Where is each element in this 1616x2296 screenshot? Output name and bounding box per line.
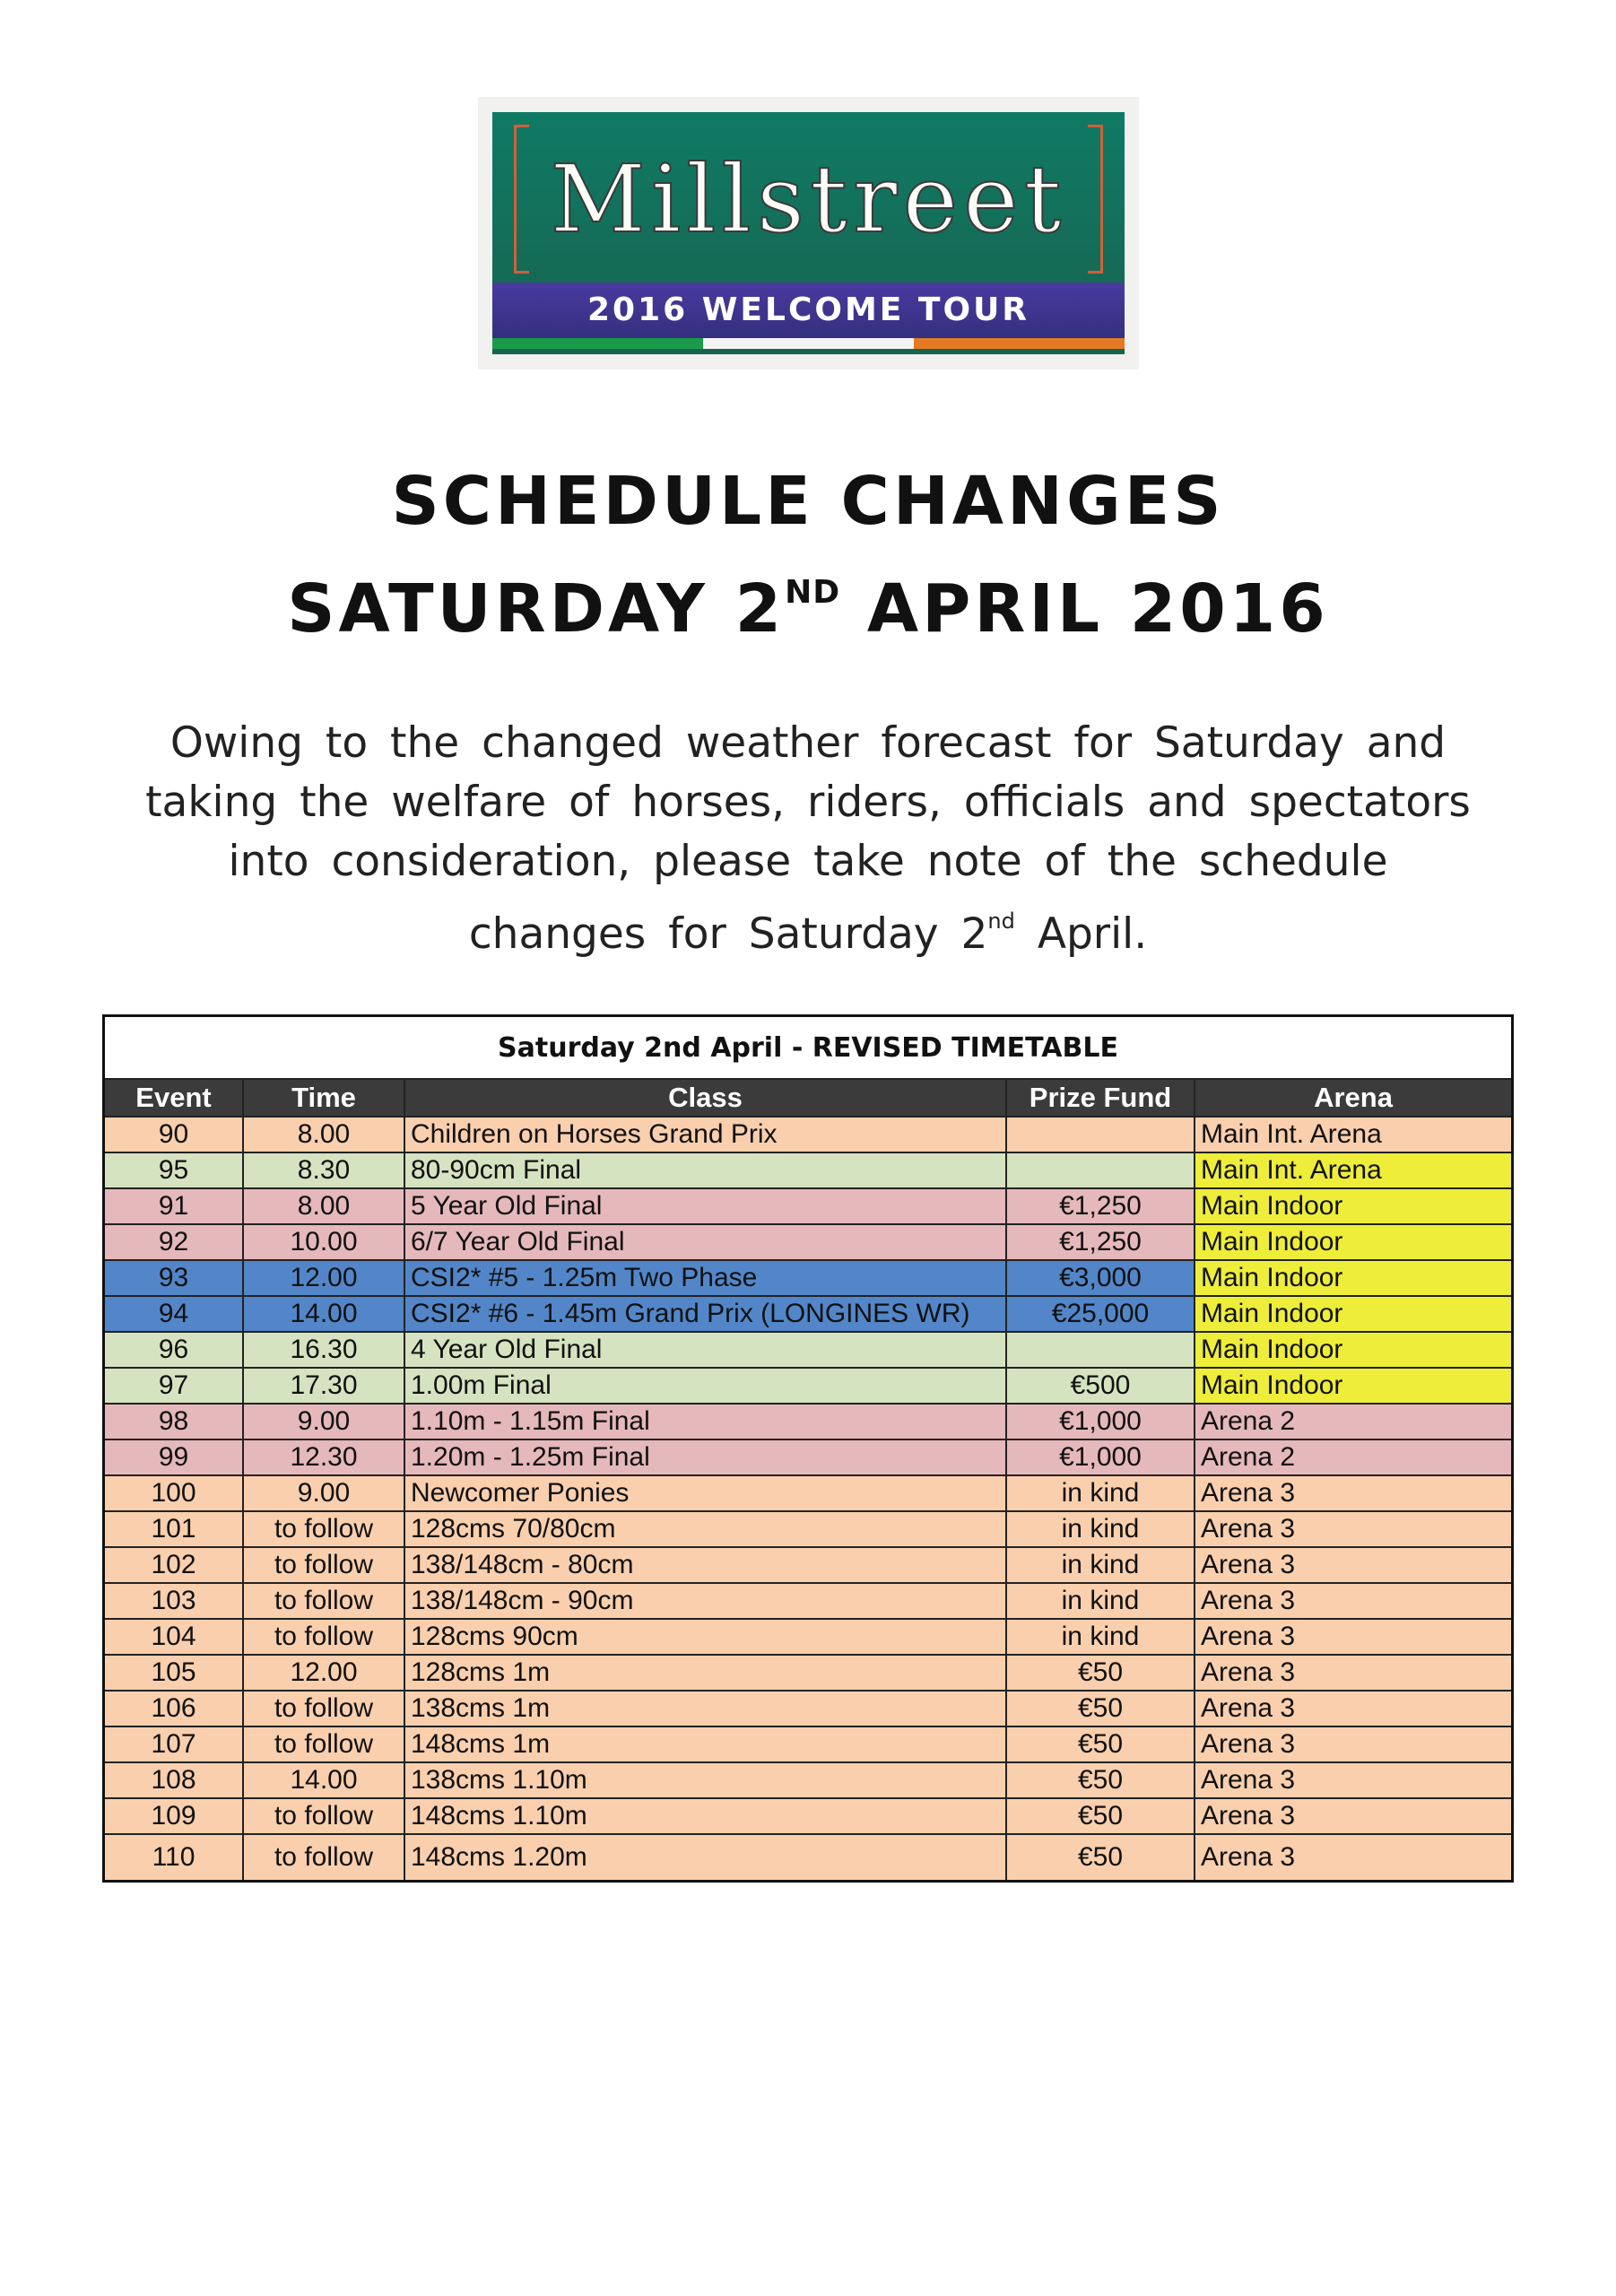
- prize-fund-cell: €500: [1006, 1368, 1195, 1404]
- arena-cell: Arena 2: [1195, 1404, 1513, 1439]
- prize-fund-cell: €50: [1006, 1834, 1195, 1882]
- timetable-header-row: [104, 1079, 1513, 1117]
- time-cell: 9.00: [243, 1404, 404, 1439]
- header-time: Time: [243, 1079, 404, 1117]
- class-cell: 138cms 1m: [404, 1691, 1006, 1726]
- table-row: [104, 1404, 1513, 1439]
- class-cell: 4 Year Old Final: [404, 1332, 1006, 1368]
- title-line-1: SCHEDULE CHANGES: [391, 463, 1225, 540]
- prize-fund-cell: €50: [1006, 1655, 1195, 1691]
- table-row: [104, 1475, 1513, 1511]
- event-cell: 106: [104, 1691, 244, 1726]
- timetable-title-pre: Saturday 2nd April -: [498, 1031, 812, 1064]
- event-cell: 105: [104, 1655, 244, 1691]
- table-row: [104, 1511, 1513, 1547]
- class-cell: 5 Year Old Final: [404, 1188, 1006, 1224]
- class-cell: 1.10m - 1.15m Final: [404, 1404, 1006, 1439]
- prize-fund-cell: €50: [1006, 1798, 1195, 1834]
- event-cell: 102: [104, 1547, 244, 1583]
- time-cell: 8.30: [243, 1152, 404, 1188]
- arena-cell: Main Indoor: [1195, 1260, 1513, 1296]
- class-cell: 128cms 1m: [404, 1655, 1006, 1691]
- class-cell: 148cms 1.10m: [404, 1798, 1006, 1834]
- time-cell: to follow: [243, 1798, 404, 1834]
- table-row: [104, 1655, 1513, 1691]
- timetable-title-bold: REVISED TIMETABLE: [812, 1031, 1118, 1064]
- prize-fund-cell: in kind: [1006, 1475, 1195, 1511]
- time-cell: to follow: [243, 1834, 404, 1882]
- time-cell: 8.00: [243, 1188, 404, 1224]
- intro-text: Owing to the changed weather forecast for Saturday and taking the welfare of horses, riders, officials and spectators into consideration, please take note of the schedule changes for Saturday 2: [145, 718, 1471, 959]
- prize-fund-cell: €1,250: [1006, 1224, 1195, 1260]
- header-event: Event: [104, 1079, 244, 1117]
- title-line-2-pre: SATURDAY 2: [287, 570, 786, 648]
- event-cell: 91: [104, 1188, 244, 1224]
- time-cell: 12.00: [243, 1260, 404, 1296]
- title-line-2: [0, 547, 1616, 655]
- table-row: [104, 1547, 1513, 1583]
- arena-cell: Main Int. Arena: [1195, 1117, 1513, 1152]
- table-row: [104, 1332, 1513, 1368]
- event-cell: 98: [104, 1404, 244, 1439]
- time-cell: 12.30: [243, 1439, 404, 1475]
- arena-cell: Arena 3: [1195, 1834, 1513, 1882]
- table-row: [104, 1439, 1513, 1475]
- class-cell: 138/148cm - 90cm: [404, 1583, 1006, 1619]
- header-class: Class: [404, 1079, 1006, 1117]
- event-cell: 107: [104, 1726, 244, 1762]
- prize-fund-cell: €1,250: [1006, 1188, 1195, 1224]
- arena-cell: Arena 3: [1195, 1547, 1513, 1583]
- event-cell: 93: [104, 1260, 244, 1296]
- event-cell: 95: [104, 1152, 244, 1188]
- intro-paragraph: [133, 714, 1483, 964]
- arena-cell: Arena 3: [1195, 1691, 1513, 1726]
- revised-timetable: [102, 1014, 1514, 1883]
- prize-fund-cell: €50: [1006, 1691, 1195, 1726]
- time-cell: 14.00: [243, 1762, 404, 1798]
- event-cell: 101: [104, 1511, 244, 1547]
- prize-fund-cell: in kind: [1006, 1619, 1195, 1655]
- table-row: [104, 1834, 1513, 1882]
- prize-fund-cell: [1006, 1117, 1195, 1152]
- header-arena: Arena: [1195, 1079, 1513, 1117]
- event-cell: 109: [104, 1798, 244, 1834]
- logo-panel: [492, 112, 1125, 354]
- arena-cell: Main Indoor: [1195, 1368, 1513, 1404]
- intro-sup: nd: [987, 909, 1015, 934]
- arena-cell: Arena 3: [1195, 1726, 1513, 1762]
- tricolour-stripe: [492, 338, 1125, 349]
- class-cell: 148cms 1.20m: [404, 1834, 1006, 1882]
- event-cell: 103: [104, 1583, 244, 1619]
- table-row: [104, 1260, 1513, 1296]
- class-cell: 80-90cm Final: [404, 1152, 1006, 1188]
- table-row: [104, 1619, 1513, 1655]
- event-cell: 97: [104, 1368, 244, 1404]
- arena-cell: Arena 2: [1195, 1439, 1513, 1475]
- table-row: [104, 1296, 1513, 1332]
- flag-green: [492, 338, 703, 349]
- prize-fund-cell: in kind: [1006, 1511, 1195, 1547]
- event-cell: 94: [104, 1296, 244, 1332]
- table-row: [104, 1691, 1513, 1726]
- time-cell: to follow: [243, 1583, 404, 1619]
- table-row: [104, 1224, 1513, 1260]
- class-cell: 6/7 Year Old Final: [404, 1224, 1006, 1260]
- class-cell: Children on Horses Grand Prix: [404, 1117, 1006, 1152]
- arena-cell: Arena 3: [1195, 1655, 1513, 1691]
- prize-fund-cell: in kind: [1006, 1547, 1195, 1583]
- time-cell: 14.00: [243, 1296, 404, 1332]
- title-line-2-post: APRIL 2016: [840, 570, 1329, 648]
- time-cell: to follow: [243, 1619, 404, 1655]
- class-cell: CSI2* #6 - 1.45m Grand Prix (LONGINES WR): [404, 1296, 1006, 1332]
- table-row: [104, 1726, 1513, 1762]
- class-cell: CSI2* #5 - 1.25m Two Phase: [404, 1260, 1006, 1296]
- class-cell: 128cms 90cm: [404, 1619, 1006, 1655]
- arena-cell: Arena 3: [1195, 1583, 1513, 1619]
- table-row: [104, 1798, 1513, 1834]
- intro-tail: April.: [1014, 909, 1148, 959]
- class-cell: Newcomer Ponies: [404, 1475, 1006, 1511]
- class-cell: 138/148cm - 80cm: [404, 1547, 1006, 1583]
- table-row: [104, 1188, 1513, 1224]
- class-cell: 138cms 1.10m: [404, 1762, 1006, 1798]
- timetable-title: [104, 1016, 1513, 1080]
- arena-cell: Arena 3: [1195, 1511, 1513, 1547]
- logo-wordmark: Millstreet: [550, 144, 1067, 254]
- event-cell: 100: [104, 1475, 244, 1511]
- timetable-body: [104, 1117, 1513, 1882]
- arena-cell: Arena 3: [1195, 1798, 1513, 1834]
- event-cell: 92: [104, 1224, 244, 1260]
- time-cell: 9.00: [243, 1475, 404, 1511]
- arena-cell: Arena 3: [1195, 1619, 1513, 1655]
- flag-white: [703, 338, 914, 349]
- event-cell: 108: [104, 1762, 244, 1798]
- prize-fund-cell: [1006, 1332, 1195, 1368]
- time-cell: 17.30: [243, 1368, 404, 1404]
- table-row: [104, 1117, 1513, 1152]
- page-title: [0, 456, 1616, 655]
- prize-fund-cell: €3,000: [1006, 1260, 1195, 1296]
- arena-cell: Main Indoor: [1195, 1296, 1513, 1332]
- event-cell: 99: [104, 1439, 244, 1475]
- time-cell: to follow: [243, 1511, 404, 1547]
- time-cell: to follow: [243, 1726, 404, 1762]
- prize-fund-cell: [1006, 1152, 1195, 1188]
- arena-cell: Main Indoor: [1195, 1224, 1513, 1260]
- time-cell: 12.00: [243, 1655, 404, 1691]
- header-prize-fund: Prize Fund: [1006, 1079, 1195, 1117]
- arena-cell: Main Int. Arena: [1195, 1152, 1513, 1188]
- table-row: [104, 1583, 1513, 1619]
- timetable-title-row: [104, 1016, 1513, 1080]
- logo-band-text: 2016 WELCOME TOUR: [492, 283, 1125, 338]
- prize-fund-cell: €1,000: [1006, 1439, 1195, 1475]
- time-cell: to follow: [243, 1691, 404, 1726]
- logo: [478, 97, 1139, 370]
- time-cell: to follow: [243, 1547, 404, 1583]
- event-cell: 96: [104, 1332, 244, 1368]
- class-cell: 1.00m Final: [404, 1368, 1006, 1404]
- table-row: [104, 1152, 1513, 1188]
- class-cell: 148cms 1m: [404, 1726, 1006, 1762]
- time-cell: 8.00: [243, 1117, 404, 1152]
- table-row: [104, 1368, 1513, 1404]
- event-cell: 90: [104, 1117, 244, 1152]
- arena-cell: Main Indoor: [1195, 1332, 1513, 1368]
- flag-orange: [914, 338, 1125, 349]
- time-cell: 10.00: [243, 1224, 404, 1260]
- class-cell: 1.20m - 1.25m Final: [404, 1439, 1006, 1475]
- event-cell: 104: [104, 1619, 244, 1655]
- title-line-2-sup: ND: [785, 574, 841, 611]
- time-cell: 16.30: [243, 1332, 404, 1368]
- event-cell: 110: [104, 1834, 244, 1882]
- arena-cell: Main Indoor: [1195, 1188, 1513, 1224]
- prize-fund-cell: €1,000: [1006, 1404, 1195, 1439]
- prize-fund-cell: €50: [1006, 1762, 1195, 1798]
- table-row: [104, 1762, 1513, 1798]
- prize-fund-cell: in kind: [1006, 1583, 1195, 1619]
- prize-fund-cell: €50: [1006, 1726, 1195, 1762]
- arena-cell: Arena 3: [1195, 1475, 1513, 1511]
- arena-cell: Arena 3: [1195, 1762, 1513, 1798]
- class-cell: 128cms 70/80cm: [404, 1511, 1006, 1547]
- prize-fund-cell: €25,000: [1006, 1296, 1195, 1332]
